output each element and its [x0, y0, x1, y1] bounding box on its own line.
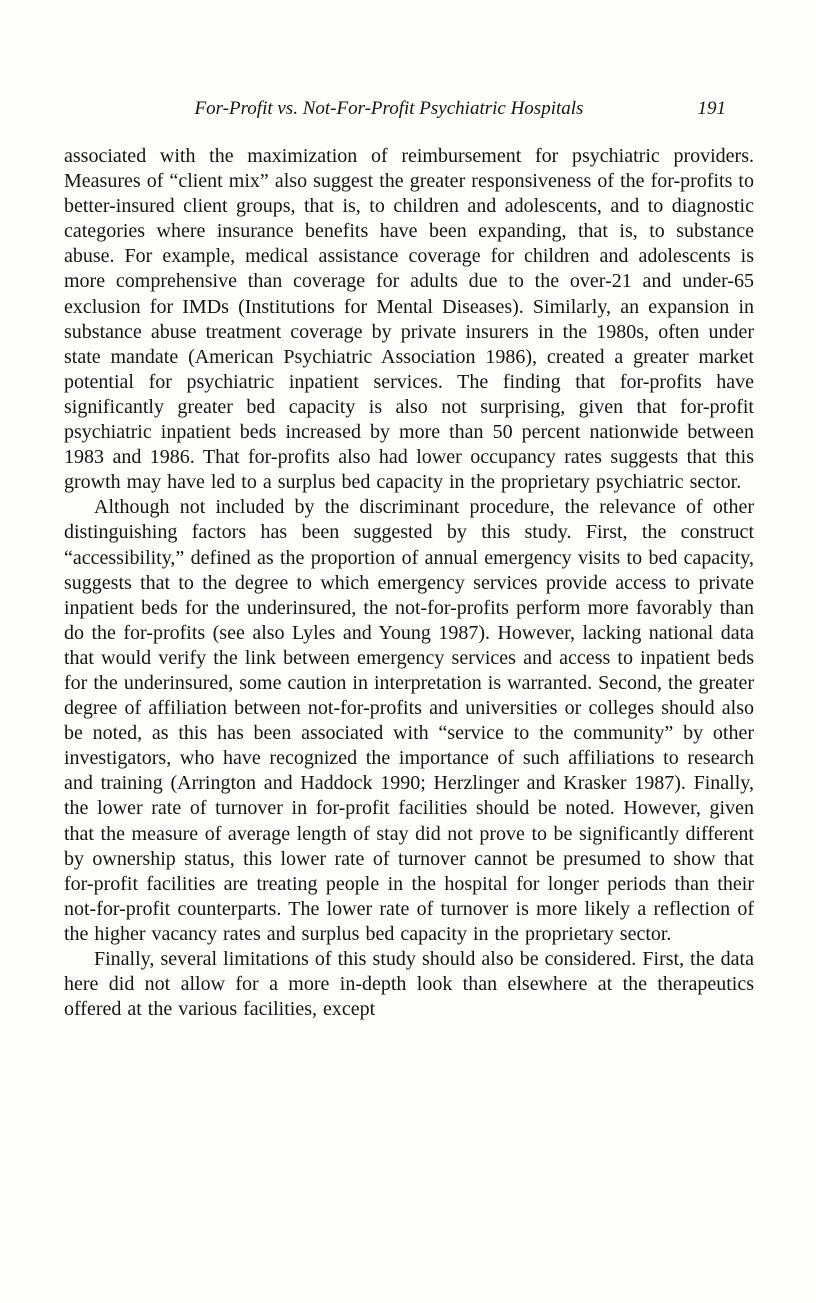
page-number: 191	[697, 98, 726, 119]
running-header	[64, 96, 754, 122]
page-body	[64, 144, 754, 1022]
text-block	[64, 96, 754, 1022]
paragraph-2: Although not included by the discriminant procedure, the relevance of other distinguishing factors has been suggested by this study. First, the construct “accessibility,” defined as the proportion of annual emergency visits to bed capacity, suggests that to the degree to which emergency services provide access to private inpatient beds for the underinsured, the not-for-profits perform more favorably than do the for-profits (see also Lyles and Young 1987). However, lacking national data that would verify the link between emergency services and access to inpatient beds for the underinsured, some caution in interpretation is warranted. Second, the greater degree of affiliation between not-for-profits and universities or colleges should also be noted, as this has been associated with “service to the community” by other investigators, who have recognized the importance of such affiliations to research and training (Arrington and Haddock 1990; Herzlinger and Krasker 1987). Finally, the lower rate of turnover in for-profit facilities should be noted. However, given that the measure of average length of stay did not prove to be significantly different by ownership status, this lower rate of turnover cannot be presumed to show that for-profit facilities are treating people in the hospital for longer periods than their not-for-profit counterparts. The lower rate of turnover is more likely a reflection of the higher vacancy rates and surplus bed capacity in the proprietary sector.	[64, 496, 754, 945]
paragraph-1: associated with the maximization of reimbursement for psychiatric providers. Measures of “client mix” also suggest the greater responsiveness of the for-profits to better-insured client groups, that is, to children and adolescents, and to diagnostic categories where insurance benefits have been expanding, that is, to substance abuse. For example, medical assistance coverage for children and adolescents is more comprehensive than coverage for adults due to the over-21 and under-65 exclusion for IMDs (Institutions for Mental Diseases). Similarly, an expansion in substance abuse treatment coverage by private insurers in the 1980s, often under state mandate (American Psychiatric Association 1986), created a greater market potential for psychiatric inpatient services. The finding that for-profits have significantly greater bed capacity is also not surprising, given that for-profit psychiatric inpatient beds increased by more than 50 percent nationwide between 1983 and 1986. That for-profits also had lower occupancy rates suggests that this growth may have led to a surplus bed capacity in the proprietary psychiatric sector.	[64, 145, 754, 494]
paragraph-3: Finally, several limitations of this study should also be considered. First, the data here did not allow for a more in-depth look than elsewhere at the therapeutics offered at the various facilities, except	[64, 948, 754, 1021]
running-header-title: For-Profit vs. Not-For-Profit Psychiatric Hospitals	[194, 98, 584, 119]
